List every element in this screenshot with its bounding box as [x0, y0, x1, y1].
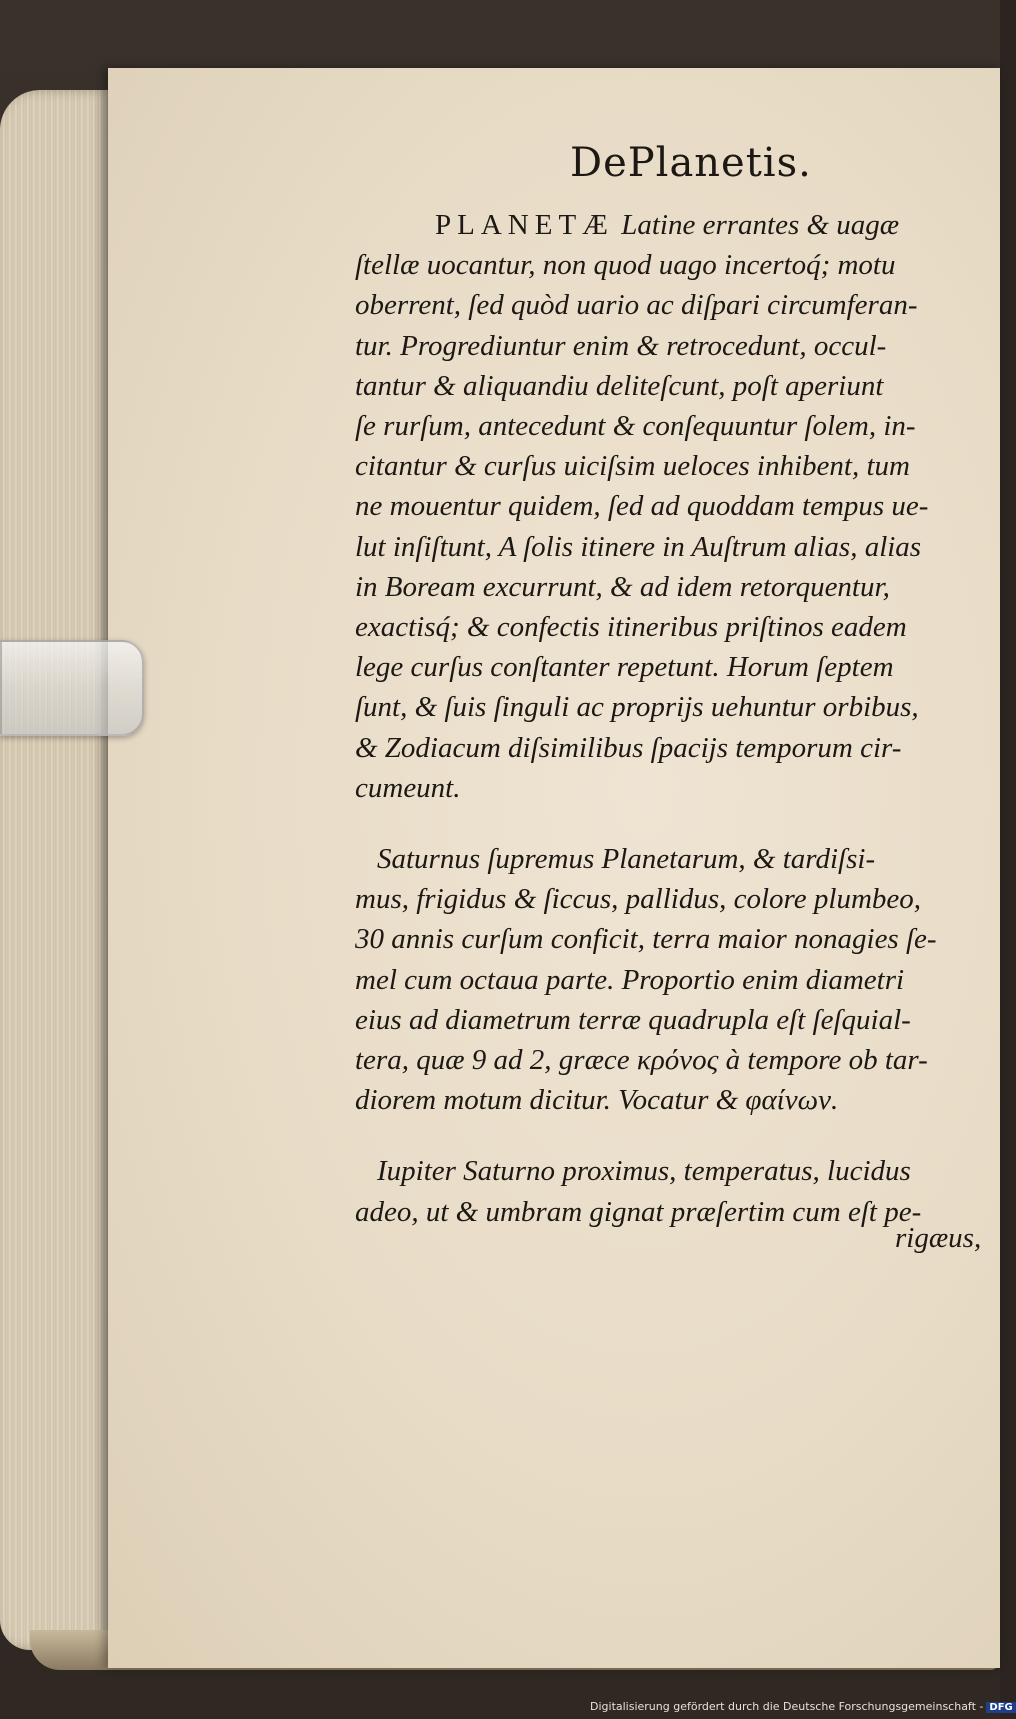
text-line: mus, frigidus & ſiccus, pallidus, colore plumbeo, [355, 883, 922, 916]
text-line: ſtellæ uocantur, non quod uago incertoq́; motu [355, 249, 896, 282]
text-line: cumeunt. [355, 771, 461, 804]
page-header: DePlanetis. [570, 140, 812, 186]
paragraph-iupiter [355, 1151, 995, 1231]
text-line: citantur & curſus uiciſsim ueloces inhibent, tum [355, 450, 910, 483]
text-body [355, 205, 995, 1263]
text-line: ſe rurſum, antecedunt & conſequuntur ſolem, in- [355, 410, 916, 443]
dfg-logo: DFG [986, 1702, 1015, 1713]
text-line: tera, quæ 9 ad 2, græce κρόνος à tempore ob tar- [355, 1044, 928, 1077]
paragraph-saturnus [355, 839, 995, 1120]
text-line: ne mouentur quidem, ſed ad quoddam tempus ue- [355, 490, 929, 523]
text-line: tur. Progrediuntur enim & retrocedunt, occul- [355, 329, 887, 362]
page-edges [0, 90, 110, 1650]
text-line: 30 annis curſum conficit, terra maior nonagies ſe- [355, 923, 937, 956]
text-line: oberrent, ſed quòd uario ac diſpari circumferan- [355, 289, 918, 322]
digitization-credit [590, 1700, 1016, 1713]
text-line: tantur & aliquandiu deliteſcunt, poſt aperiunt [355, 369, 884, 402]
line-text: Latine errantes & uagæ [613, 209, 900, 241]
text-line: ſunt, & ſuis ſinguli ac proprijs uehuntur orbibus, [355, 691, 919, 724]
initial-word: PLANETÆ [435, 209, 614, 241]
paragraph-planetae [355, 205, 995, 808]
catchword: rigæus, [895, 1222, 982, 1254]
text-line: & Zodiacum diſsimilibus ſpacijs temporum cir- [355, 731, 902, 764]
text-line: adeo, ut & umbram gignat præſertim cum eſt pe- [355, 1195, 922, 1228]
text-line: in Boream excurrunt, & ad idem retorquentur, [355, 570, 890, 603]
text-line: exactisq́; & confectis itineribus priſtinos eadem [355, 611, 907, 644]
text-line: mel cum octaua parte. Proportio enim diametri [355, 963, 905, 996]
text-line: lut inſiſtunt, A ſolis itinere in Auſtrum alias, alias [355, 530, 922, 563]
text-line: Iupiter Saturno proximus, temperatus, lucidus [377, 1155, 911, 1188]
text-line: diorem motum dicitur. Vocatur & φαίνων. [355, 1084, 839, 1117]
text-line: lege curſus conſtanter repetunt. Horum ſeptem [355, 651, 894, 684]
text-line: eius ad diametrum terræ quadrupla eſt ſeſquial- [355, 1003, 911, 1036]
credit-text: Digitalisierung gefördert durch die Deutsche Forschungsgemeinschaft - [590, 1700, 984, 1713]
page-clip [0, 640, 144, 736]
text-line [355, 205, 995, 245]
text-line: Saturnus ſupremus Planetarum, & tardiſsi- [377, 843, 876, 876]
